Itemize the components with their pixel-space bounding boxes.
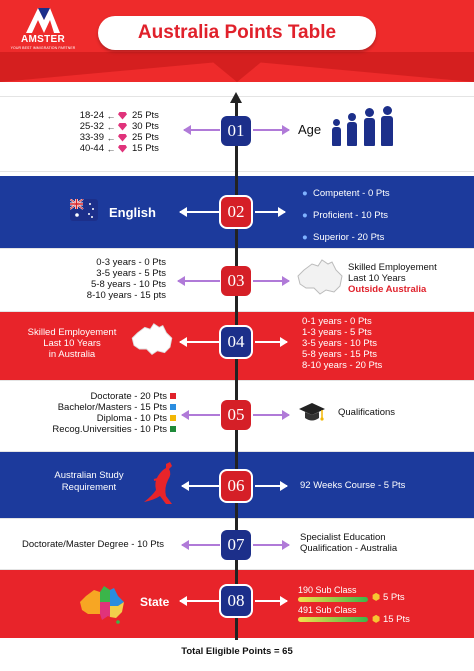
english-level-item: ● Competent - 0 Pts [302, 188, 390, 199]
amster-logo-icon [24, 6, 62, 34]
qualification-row: Doctorate - 20 Pts [28, 391, 176, 402]
kangaroo-icon [136, 460, 178, 506]
subclass-name: 190 Sub Class [298, 585, 357, 595]
bullet-square-icon [170, 415, 176, 421]
person-icon: ● [302, 188, 308, 199]
step-badge-03: 03 [221, 266, 251, 296]
years-row: 8-10 years - 15 pts [86, 290, 166, 301]
english-label: English [109, 205, 156, 220]
skilled-outside-title [348, 262, 437, 295]
left-arrow-icon: ← [106, 121, 116, 132]
qualification-row: Bachelor/Masters - 15 Pts [28, 402, 176, 413]
bullet-square-icon [170, 426, 176, 432]
star-badge-icon: ⬢ [372, 592, 381, 603]
title-line: Specialist Education [300, 532, 386, 543]
title-line: in Australia [48, 349, 96, 360]
age-label: Age [298, 122, 322, 137]
connector-arrow [253, 544, 289, 546]
page-title: Australia Points Table [98, 16, 376, 50]
graduation-cap-icon [298, 401, 326, 425]
age-range: 18-24 [79, 110, 104, 121]
header-banner [0, 0, 474, 82]
age-points: 15 Pts [132, 143, 159, 154]
connector-arrow [180, 211, 220, 213]
title-line: Qualification - Australia [300, 543, 398, 554]
bullet-square-icon [170, 404, 176, 410]
title-line: Last 10 Years [43, 338, 101, 349]
age-range: 25-32 [79, 121, 104, 132]
australia-map-icon [296, 258, 344, 298]
timeline-arrow-icon [230, 92, 242, 103]
connector-arrow [255, 485, 287, 487]
years-row: 5-8 years - 10 Pts [91, 279, 166, 290]
years-row: 5-8 years - 15 Pts [302, 349, 377, 360]
age-range: 40-44 [79, 143, 104, 154]
study-title [44, 470, 134, 494]
english-level-item: ● Superior - 20 Pts [302, 232, 385, 243]
step-badge-05: 05 [221, 400, 251, 430]
connector-arrow [182, 414, 220, 416]
gem-icon [118, 112, 127, 120]
connector-arrow [255, 600, 287, 602]
star-badge-icon: ⬢ [372, 614, 381, 625]
years-row: 0-1 years - 0 Pts [302, 316, 372, 327]
age-points: 30 Pts [132, 121, 159, 132]
left-arrow-icon: ← [106, 132, 116, 143]
qualification-list [28, 391, 176, 435]
subclass-190 [298, 584, 368, 602]
connector-arrow [182, 544, 220, 546]
qualification-row: Diploma - 10 Pts [28, 413, 176, 424]
title-line: Skilled Employement [27, 327, 117, 338]
qualifications-label: Qualifications [338, 407, 396, 418]
step-badge-06: 06 [221, 471, 251, 501]
state-label: State [140, 595, 170, 609]
connector-arrow [180, 600, 220, 602]
skilled-inside-years [302, 316, 382, 371]
step-badge-02: 02 [221, 197, 251, 227]
step-badge-04: 04 [221, 327, 251, 357]
gem-icon [118, 134, 127, 142]
person-icon: ● [302, 232, 308, 243]
skilled-inside-title [20, 327, 124, 360]
age-range: 33-39 [79, 132, 104, 143]
logo [6, 6, 80, 52]
years-row: 3-5 years - 10 Pts [302, 338, 377, 349]
subclass-491-points: ⬢ 15 Pts [372, 614, 410, 625]
years-row: 0-3 years - 0 Pts [96, 257, 166, 268]
subclass-name: 491 Sub Class [298, 605, 357, 615]
progress-bar [298, 597, 368, 602]
connector-arrow [255, 211, 285, 213]
step-badge-01: 01 [221, 116, 251, 146]
header-shade [0, 52, 474, 82]
english-levels [302, 188, 390, 254]
study-detail: 92 Weeks Course - 5 Pts [300, 480, 406, 491]
connector-arrow [253, 129, 289, 131]
title-line: Last 10 Years [348, 273, 406, 284]
skilled-outside-years [80, 257, 166, 301]
step-badge-08: 08 [221, 586, 251, 616]
age-points: 25 Pts [132, 132, 159, 143]
connector-arrow [184, 129, 220, 131]
connector-arrow [255, 341, 287, 343]
person-icon: ● [302, 210, 308, 221]
progress-bar [298, 617, 368, 622]
bullet-square-icon [170, 393, 176, 399]
age-points: 25 Pts [132, 110, 159, 121]
australia-flag-icon [70, 199, 98, 221]
specialist-degree: Doctorate/Master Degree - 10 Pts [22, 539, 165, 550]
qualification-row: Recog.Universities - 10 Pts [28, 424, 176, 435]
family-icon [332, 106, 395, 146]
age-row [74, 110, 159, 121]
subclass-190-points: ⬢ 5 Pts [372, 592, 405, 603]
title-line: Australian Study [54, 470, 124, 481]
australia-states-map-icon [78, 584, 126, 624]
age-row [74, 143, 159, 154]
specialist-title [300, 532, 397, 554]
years-row: 1-3 years - 5 Pts [302, 327, 372, 338]
step-badge-07: 07 [221, 530, 251, 560]
total-points: Total Eligible Points = 65 [181, 646, 293, 657]
brand-tagline: YOUR BEST IMMIGRATION PARTNER [10, 46, 76, 50]
years-row: 3-5 years - 5 Pts [96, 268, 166, 279]
age-row [74, 121, 159, 132]
connector-arrow [178, 280, 220, 282]
connector-arrow [253, 414, 289, 416]
title-line: Skilled Employement [348, 262, 437, 273]
brand-name: AMSTER [20, 34, 66, 45]
gem-icon [118, 123, 127, 131]
age-row [74, 132, 159, 143]
left-arrow-icon: ← [106, 110, 116, 121]
years-row: 8-10 years - 20 Pts [302, 360, 383, 371]
connector-arrow [182, 485, 220, 487]
english-level-item: ● Proficient - 10 Pts [302, 210, 389, 221]
connector-arrow [180, 341, 220, 343]
australia-map-icon [130, 322, 174, 358]
age-list [74, 110, 159, 154]
title-line: Requirement [61, 482, 117, 493]
outside-australia-label: Outside Australia [348, 284, 427, 295]
subclass-491 [298, 604, 368, 622]
left-arrow-icon: ← [106, 143, 116, 154]
connector-arrow [253, 280, 289, 282]
gem-icon [118, 145, 127, 153]
